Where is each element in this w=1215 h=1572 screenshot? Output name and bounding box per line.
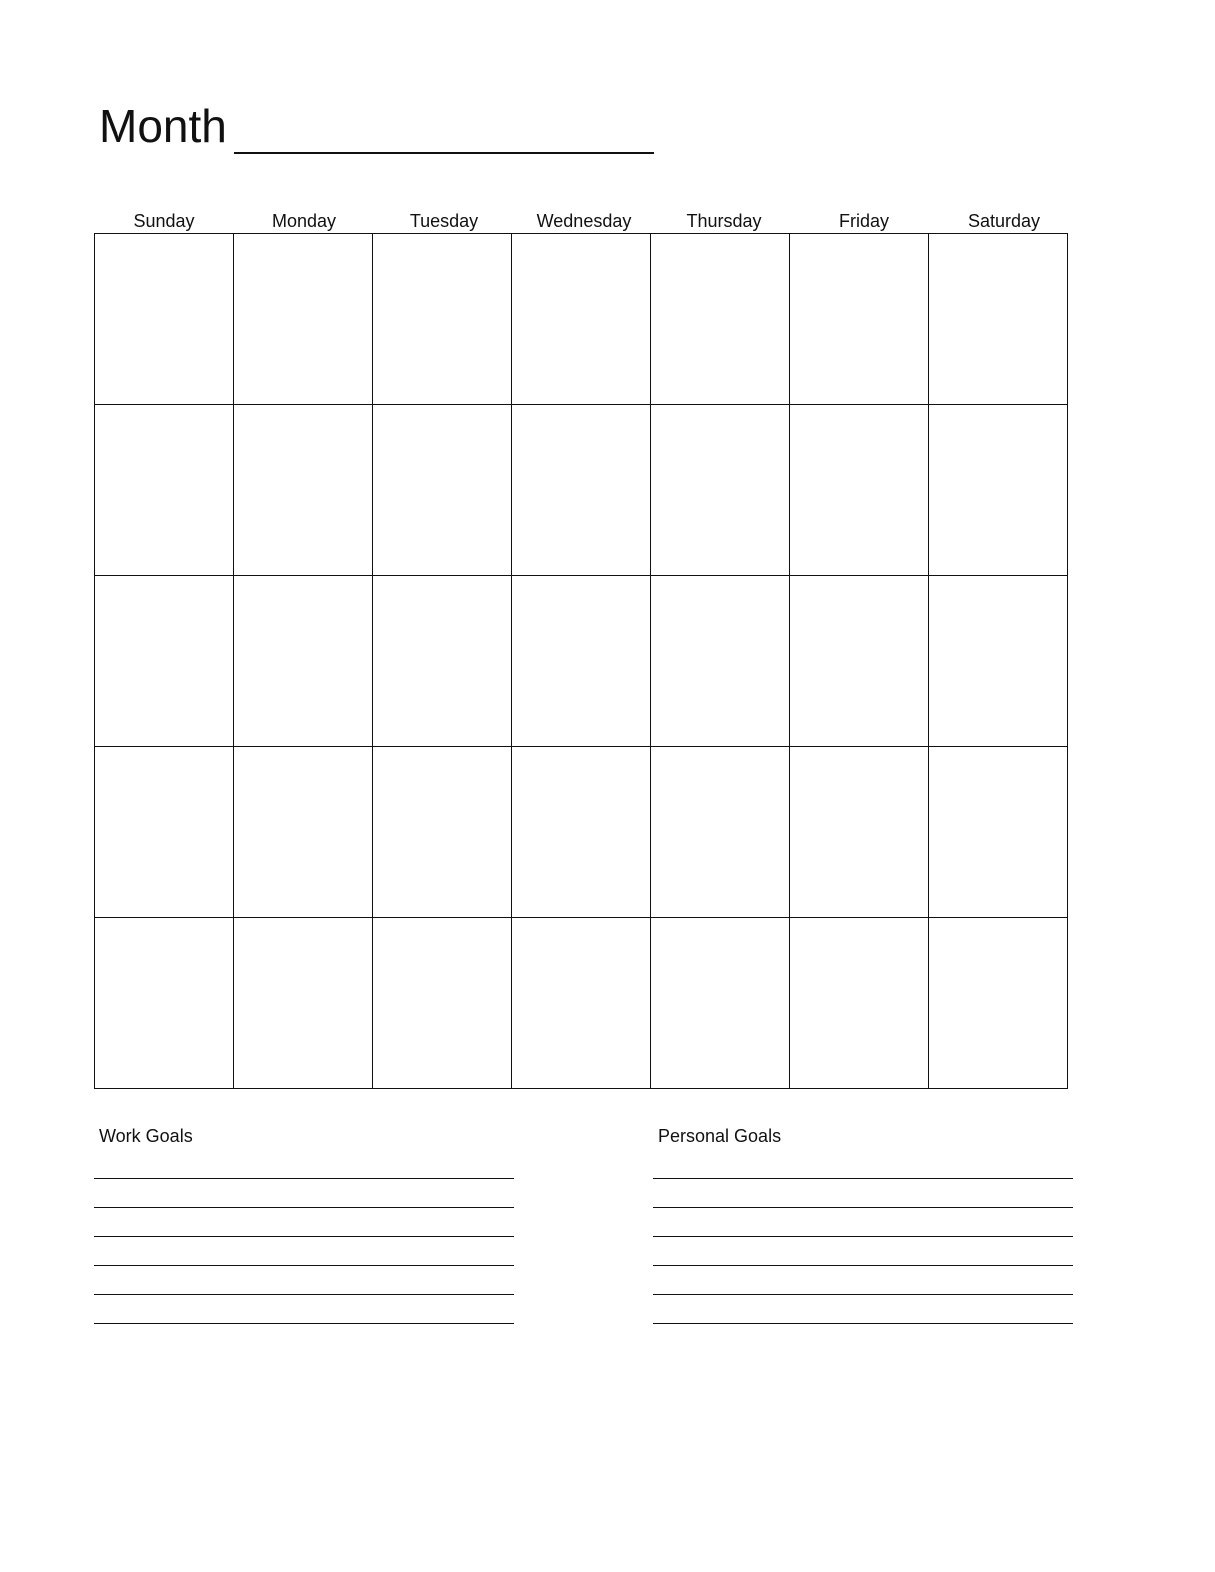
weekday-header-sunday: Sunday bbox=[133, 211, 195, 231]
calendar-day-cell bbox=[234, 576, 373, 747]
goal-writing-line bbox=[94, 1323, 514, 1324]
calendar-day-cell bbox=[651, 747, 790, 918]
calendar-day-cell bbox=[512, 405, 651, 576]
goal-writing-line bbox=[653, 1207, 1073, 1208]
calendar-day-cell bbox=[95, 234, 234, 405]
goal-writing-line bbox=[94, 1294, 514, 1295]
calendar-day-cell bbox=[651, 576, 790, 747]
calendar-day-cell bbox=[234, 918, 373, 1089]
goal-writing-line bbox=[653, 1236, 1073, 1237]
calendar-day-cell bbox=[929, 747, 1068, 918]
calendar-week-row bbox=[95, 576, 1068, 747]
calendar-grid bbox=[94, 233, 1068, 1089]
weekday-header-wednesday: Wednesday bbox=[536, 211, 632, 231]
personal-goals-label: Personal Goals bbox=[658, 1126, 782, 1146]
goal-writing-line bbox=[94, 1236, 514, 1237]
goal-writing-line bbox=[94, 1178, 514, 1179]
calendar-day-cell bbox=[512, 918, 651, 1089]
weekday-header-monday: Monday bbox=[271, 211, 337, 231]
goal-writing-line bbox=[653, 1294, 1073, 1295]
calendar-day-cell bbox=[373, 918, 512, 1089]
calendar-day-cell bbox=[929, 405, 1068, 576]
month-name-blank-line bbox=[234, 152, 654, 154]
goal-writing-line bbox=[653, 1323, 1073, 1324]
calendar-day-cell bbox=[512, 576, 651, 747]
month-title: Month bbox=[99, 100, 227, 152]
weekday-header-saturday: Saturday bbox=[967, 211, 1041, 231]
calendar-day-cell bbox=[512, 747, 651, 918]
calendar-day-cell bbox=[373, 747, 512, 918]
calendar-day-cell bbox=[373, 234, 512, 405]
calendar-day-cell bbox=[790, 576, 929, 747]
calendar-day-cell bbox=[373, 405, 512, 576]
calendar-day-cell bbox=[234, 234, 373, 405]
calendar-week-row bbox=[95, 918, 1068, 1089]
calendar-day-cell bbox=[790, 234, 929, 405]
work-goals-label: Work Goals bbox=[99, 1126, 193, 1146]
calendar-day-cell bbox=[234, 405, 373, 576]
calendar-day-cell bbox=[95, 918, 234, 1089]
personal-goals-lines bbox=[653, 1178, 1073, 1324]
calendar-day-cell bbox=[790, 405, 929, 576]
calendar-week-row bbox=[95, 747, 1068, 918]
calendar-day-cell bbox=[651, 918, 790, 1089]
goal-writing-line bbox=[94, 1265, 514, 1266]
weekday-header-tuesday: Tuesday bbox=[409, 211, 479, 231]
calendar-day-cell bbox=[512, 234, 651, 405]
calendar-day-cell bbox=[929, 918, 1068, 1089]
calendar-day-cell bbox=[929, 234, 1068, 405]
work-goals-section bbox=[94, 1124, 514, 1324]
work-goals-lines bbox=[94, 1178, 514, 1324]
calendar-day-cell bbox=[790, 747, 929, 918]
calendar-day-cell bbox=[234, 747, 373, 918]
calendar-day-cell bbox=[929, 576, 1068, 747]
calendar-day-cell bbox=[651, 405, 790, 576]
calendar-day-cell bbox=[95, 405, 234, 576]
weekday-header-thursday: Thursday bbox=[686, 211, 762, 231]
goal-writing-line bbox=[653, 1265, 1073, 1266]
calendar-week-row bbox=[95, 405, 1068, 576]
calendar-day-cell bbox=[95, 576, 234, 747]
calendar-day-cell bbox=[95, 747, 234, 918]
calendar-day-cell bbox=[373, 576, 512, 747]
weekday-header-friday: Friday bbox=[838, 211, 889, 231]
personal-goals-section bbox=[653, 1124, 1073, 1324]
calendar-day-cell bbox=[790, 918, 929, 1089]
calendar-day-cell bbox=[651, 234, 790, 405]
weekday-header-row bbox=[94, 208, 1074, 234]
goal-writing-line bbox=[94, 1207, 514, 1208]
goal-writing-line bbox=[653, 1178, 1073, 1179]
calendar-week-row bbox=[95, 234, 1068, 405]
